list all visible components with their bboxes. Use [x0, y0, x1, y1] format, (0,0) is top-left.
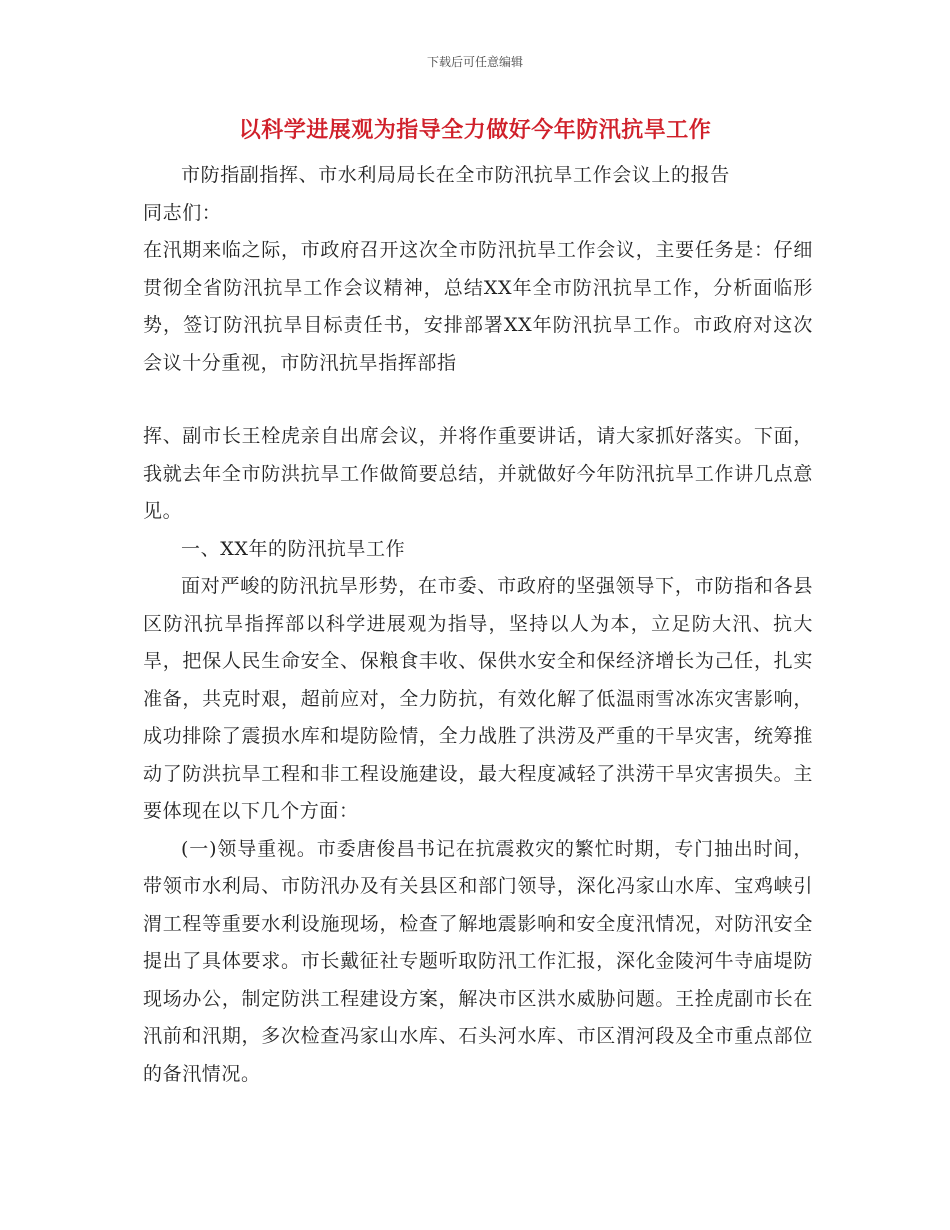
- body-paragraph: 挥、副市长王栓虎亲自出席会议，并将作重要讲话，请大家抓好落实。下面，我就去年全市防洪抗旱工作做简要总结，并就做好今年防汛抗旱工作讲几点意见。: [143, 425, 813, 522]
- section-heading: 一、XX年的防汛抗旱工作: [181, 537, 406, 560]
- body-paragraph: (一)领导重视。市委唐俊昌书记在抗震救灾的繁忙时期，专门抽出时间，带领市水利局、市防汛办及有关县区和部门领导，深化冯家山水库、宝鸡峡引渭工程等重要水利设施现场，检查了解地震影响和安全度汛情况，对防汛安全提出了具体要求。市长戴征社专题听取防汛工作汇报，深化金陵河牛寺庙堤防现场办公，制定防洪工程建设方案，解决市区洪水威胁问题。王拴虎副市长在汛前和汛期，多次检查冯家山水库、石头河水库、市区渭河段及全市重点部位的备汛情况。: [143, 837, 813, 1085]
- salutation: 同志们：: [143, 201, 222, 224]
- document-body-top: [143, 157, 813, 382]
- document-body-bottom: [143, 418, 813, 1093]
- page-header-note: 下载后可任意编辑: [426, 55, 523, 69]
- body-paragraph: 在汛期来临之际，市政府召开这次全市防汛抗旱工作会议，主要任务是：仔细贯彻全省防汛抗旱工作会议精神，总结XX年全市防汛抗旱工作，分析面临形势，签订防汛抗旱目标责任书，安排部署XX年防汛抗旱工作。市政府对这次会议十分重视，市防汛抗旱指挥部指: [143, 239, 813, 374]
- report-subtitle: 市防指副指挥、市水利局局长在全市防汛抗旱工作会议上的报告: [181, 164, 730, 186]
- body-paragraph: 面对严峻的防汛抗旱形势，在市委、市政府的坚强领导下，市防指和各县区防汛抗旱指挥部以科学进展观为指导，坚持以人为本，立足防大汛、抗大旱，把保人民生命安全、保粮食丰收、保供水安全和保经济增长为己任，扎实准备，共克时艰，超前应对，全力防抗，有效化解了低温雨雪冰冻灾害影响，成功排除了震损水库和堤防险情，全力战胜了洪涝及严重的干旱灾害，统筹推动了防洪抗旱工程和非工程设施建设，最大程度减轻了洪涝干旱灾害损失。主要体现在以下几个方面：: [143, 575, 813, 822]
- document-title: 以科学进展观为指导全力做好今年防汛抗旱工作: [238, 117, 712, 143]
